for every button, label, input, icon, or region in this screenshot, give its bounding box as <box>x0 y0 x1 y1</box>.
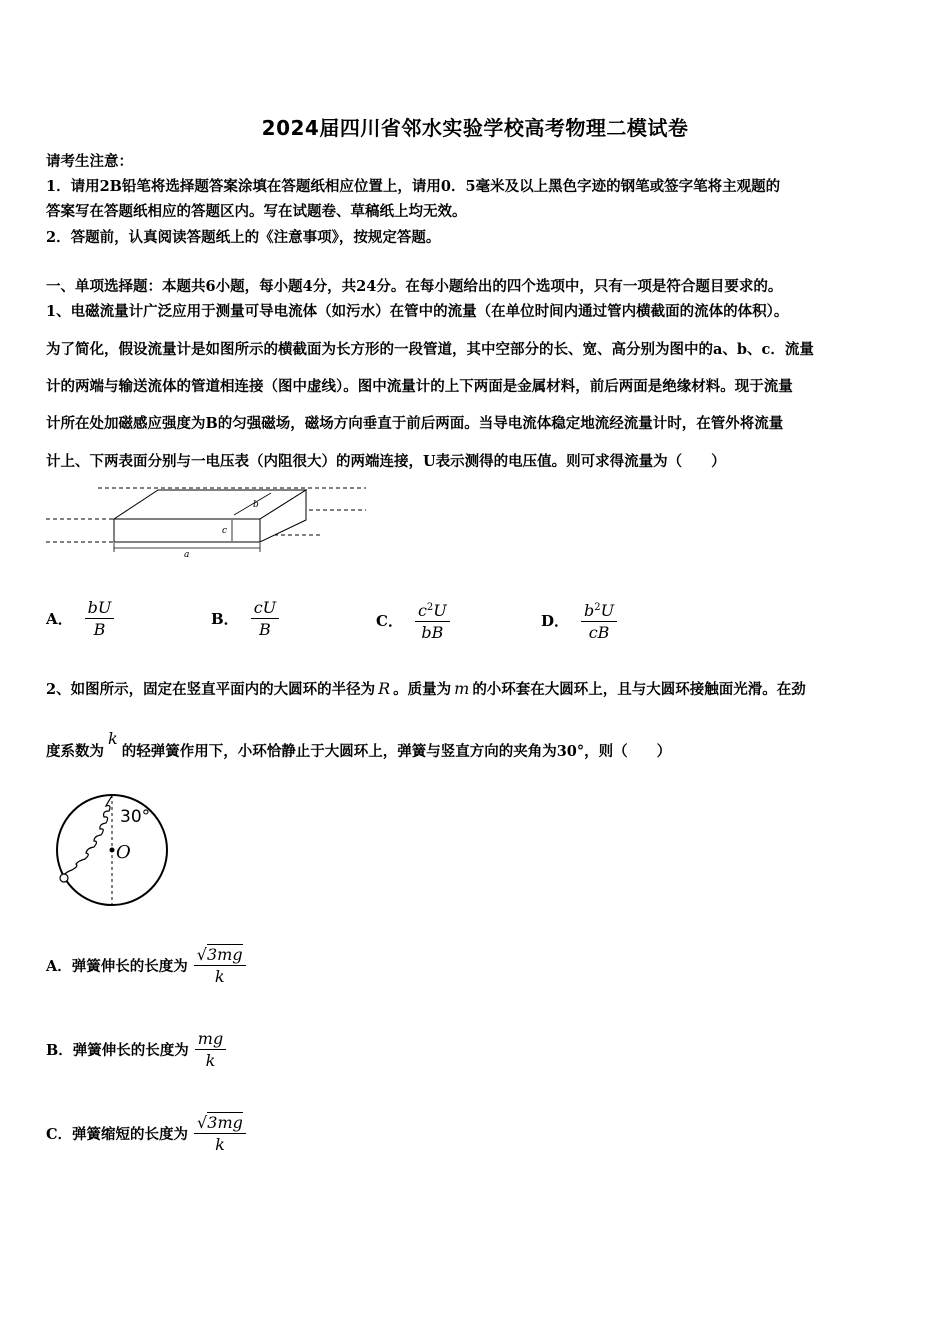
angle-label: 30° <box>120 807 151 827</box>
label-c: c <box>222 526 228 536</box>
root-value: 3 <box>207 1113 218 1132</box>
denominator: k <box>215 1135 225 1154</box>
q1-line-4: 计所在处加磁感应强度为B的匀强磁场，磁场方向垂直于前后两面。当导电流体稳定地流经流量计时，在管外将流量 <box>46 415 784 432</box>
q2-line-2-pre: 度系数为 <box>46 743 104 760</box>
option-letter: C． <box>46 1126 73 1143</box>
q1-line-2: 为了简化，假设流量计是如图所示的横截面为长方形的一段管道，其中空部分的长、宽、高分别为图中的a、b、c．流量 <box>46 341 814 358</box>
q2-line-1-post: 的小环套在大圆环上，且与大圆环接触面光滑。在劲 <box>472 681 806 698</box>
center-label: O <box>116 842 131 863</box>
numerator: mg <box>195 1029 226 1050</box>
q2-line-1-mid: 。质量为 <box>393 681 452 698</box>
sqrt-arg <box>207 1112 243 1132</box>
notice-line-1: 1．请用2B铅笔将选择题答案涂填在答题纸相应位置上，请用0．5毫米及以上黑色字迹的钢笔或签字笔将主观题的 <box>46 178 781 195</box>
numerator: bU <box>85 598 115 619</box>
denominator: k <box>214 967 225 986</box>
fraction <box>415 598 450 642</box>
fraction <box>581 598 617 642</box>
num-sup: 2 <box>426 602 434 613</box>
q1-line-1: 1、电磁流量计广泛应用于测量可导电流体（如污水）在管中的流量（在单位时间内通过管内横截面的流体的体积）。 <box>46 303 789 320</box>
fraction <box>194 1113 246 1154</box>
numerator <box>581 598 617 622</box>
num-tail: mg <box>217 945 243 964</box>
page-title: 2024届四川省邻水实验学校高考物理二模试卷 <box>261 116 689 140</box>
option-letter: C． <box>376 611 403 630</box>
num-tail: U <box>433 601 447 620</box>
q2-option-a[interactable] <box>46 945 246 986</box>
fraction <box>251 598 279 639</box>
num-sup: 2 <box>594 602 601 613</box>
q2-option-c[interactable] <box>46 1113 246 1154</box>
q1-line-3: 计的两端与输送流体的管道相连接（图中虚线）。图中流量计的上下两面是金属材料，前后两面是绝缘材料。现于流量 <box>46 378 793 395</box>
option-letter: D． <box>541 611 570 630</box>
flowmeter-figure <box>46 480 376 560</box>
num-base: b <box>584 601 595 620</box>
q2-line-1 <box>46 678 806 699</box>
notice-line-3: 2．答题前，认真阅读答题纸上的《注意事项》，按规定答题。 <box>46 229 441 246</box>
num-tail: mg <box>217 1113 243 1132</box>
section-heading: 一、单项选择题：本题共6小题，每小题4分，共24分。在每小题给出的四个选项中，只有一项是符合题目要求的。 <box>46 278 783 295</box>
option-letter: A． <box>46 958 72 975</box>
fraction <box>195 1029 226 1070</box>
denominator: B <box>259 620 271 639</box>
q2-line-2 <box>46 729 672 761</box>
numerator <box>415 598 450 622</box>
fraction <box>85 598 115 639</box>
label-a: a <box>184 550 190 560</box>
q1-option-a[interactable] <box>46 598 114 639</box>
q1-option-c[interactable] <box>376 598 450 642</box>
denominator: k <box>205 1051 216 1070</box>
label-b: b <box>253 500 259 510</box>
option-text: 弹簧缩短的长度为 <box>72 1126 189 1143</box>
q1-option-d[interactable] <box>541 598 617 642</box>
num-base: c <box>417 601 427 620</box>
option-text: 弹簧伸长的长度为 <box>71 958 188 975</box>
ring-spring-figure <box>48 790 178 910</box>
denominator: bB <box>421 623 444 642</box>
var-k: k <box>108 729 118 748</box>
sqrt-icon: √ <box>196 945 207 964</box>
numerator <box>194 945 246 966</box>
option-letter: A． <box>46 610 73 628</box>
root-value: 3 <box>206 945 218 964</box>
q2-option-b[interactable] <box>46 1029 226 1070</box>
option-letter: B． <box>211 610 239 628</box>
q2-line-1-pre: 2、如图所示，固定在竖直平面内的大圆环的半径为 <box>46 681 376 698</box>
denominator: cB <box>588 623 610 642</box>
numerator <box>194 1113 246 1134</box>
q1-option-b[interactable] <box>211 598 279 639</box>
var-R: R <box>378 679 391 698</box>
fraction <box>194 945 246 986</box>
numerator: cU <box>251 598 279 619</box>
denominator: B <box>93 620 106 639</box>
notice-heading: 请考生注意： <box>46 153 133 170</box>
sqrt-arg <box>207 944 243 964</box>
num-tail: U <box>600 601 615 620</box>
sqrt-icon: √ <box>197 1113 208 1132</box>
option-letter: B． <box>46 1042 73 1059</box>
option-text: 弹簧伸长的长度为 <box>72 1042 189 1059</box>
var-m: m <box>454 679 470 698</box>
notice-line-2: 答案写在答题纸相应的答题区内。写在试题卷、草稿纸上均无效。 <box>46 203 467 220</box>
q2-line-2-post: 的轻弹簧作用下，小环恰静止于大圆环上，弹簧与竖直方向的夹角为30°，则（ ） <box>121 743 672 760</box>
q1-line-5: 计上、下两表面分别与一电压表（内阻很大）的两端连接，U表示测得的电压值。则可求得流量为（ ） <box>46 453 726 470</box>
